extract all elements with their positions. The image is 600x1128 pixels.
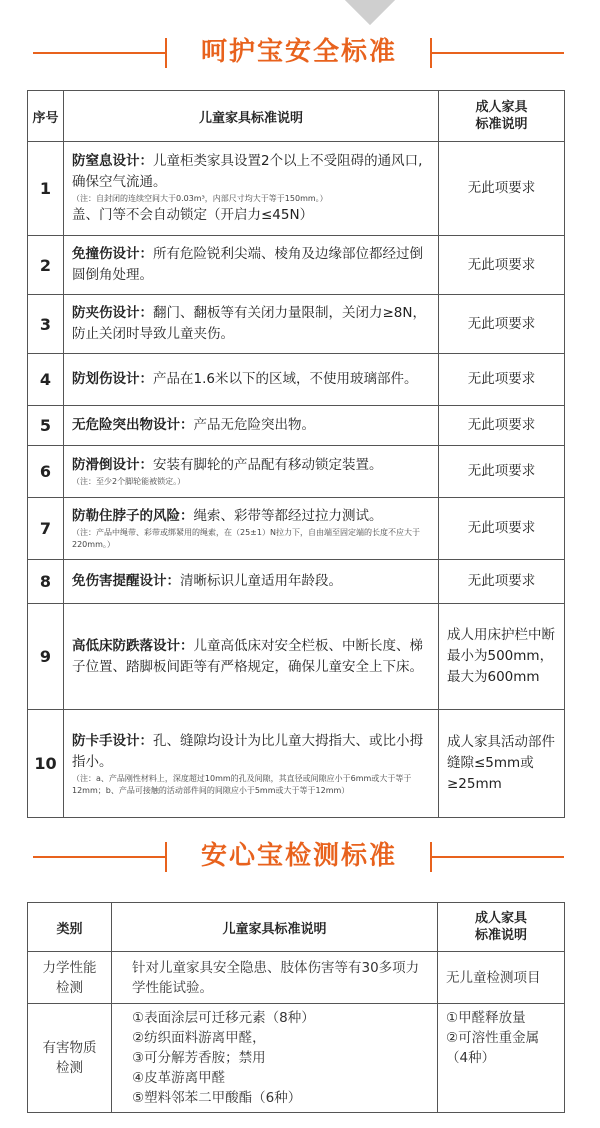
section-title-safety bbox=[0, 32, 600, 72]
row-text: 安装有脚轮的产品配有移动锁定装置。 bbox=[153, 457, 383, 473]
row-text: 绳索、彩带等都经过拉力测试。 bbox=[193, 508, 383, 524]
description-line: ②纺织面料游离甲醛， bbox=[132, 1030, 266, 1046]
header-adult: 成人家具 标准说明 bbox=[439, 91, 565, 142]
row-description bbox=[64, 710, 439, 818]
section-title-text: 安心宝检测标准 bbox=[200, 841, 397, 871]
row-adult-requirement: 无此项要求 bbox=[439, 406, 565, 446]
row-text: 孔、缝隙均设计为比儿童大拇指大、或比小拇指小。 bbox=[72, 732, 423, 770]
table-header-row bbox=[28, 903, 565, 952]
row-description bbox=[64, 498, 439, 560]
row-description bbox=[112, 1004, 438, 1113]
row-description bbox=[64, 236, 439, 295]
adult-line: ②可溶性重金属 bbox=[446, 1030, 540, 1046]
row-description bbox=[64, 142, 439, 236]
row-adult-requirement: 无此项要求 bbox=[439, 236, 565, 295]
header-adult: 成人家具 标准说明 bbox=[438, 903, 565, 952]
header-child: 儿童家具标准说明 bbox=[112, 903, 438, 952]
title-line-right bbox=[432, 52, 564, 54]
row-title: 免伤害提醒设计： bbox=[72, 573, 180, 589]
title-line-right bbox=[432, 856, 564, 858]
row-description bbox=[64, 560, 439, 604]
header-category: 类别 bbox=[28, 903, 112, 952]
row-text: 翻门、翻板等有关闭力量限制，关闭力≥8N，防止关闭时导致儿童夹伤。 bbox=[72, 305, 426, 342]
table-row bbox=[28, 354, 565, 406]
row-title: 防窒息设计： bbox=[72, 153, 153, 169]
description-line: ①表面涂层可迁移元素（8种） bbox=[132, 1010, 315, 1026]
row-title: 高低床防跌落设计： bbox=[72, 637, 194, 654]
title-line-left bbox=[33, 52, 165, 54]
row-note: （注：自封闭的连续空间大于0.03m³，内部尺寸均大于等于150mm。） bbox=[72, 194, 328, 203]
row-number: 10 bbox=[28, 710, 64, 818]
row-description bbox=[64, 604, 439, 710]
row-category: 有害物质 检测 bbox=[28, 1004, 112, 1113]
row-adult-requirement: 无此项要求 bbox=[439, 142, 565, 236]
row-number: 6 bbox=[28, 446, 64, 498]
description-line: 针对儿童家具安全隐患、肢体伤害等有30多项力学性能试验。 bbox=[132, 959, 420, 996]
row-text: 产品无危险突出物。 bbox=[193, 417, 315, 433]
adult-line: （4种） bbox=[446, 1050, 496, 1066]
row-note: （注：至少2个脚轮能被锁定。） bbox=[72, 477, 186, 486]
adult-line: 无儿童检测项目 bbox=[446, 969, 541, 986]
row-text: 儿童柜类家具设置2个以上不受阻碍的通风口,确保空气流通。 bbox=[72, 153, 423, 190]
row-adult-requirement: 无此项要求 bbox=[439, 498, 565, 560]
row-text: 儿童高低床对安全栏板、中断长度、梯子位置、踏脚板间距等有严格规定，确保儿童安全上下床。 bbox=[72, 637, 423, 675]
row-title: 防夹伤设计： bbox=[72, 305, 153, 321]
row-description bbox=[64, 354, 439, 406]
description-line: ③可分解芳香胺；禁用 bbox=[132, 1050, 266, 1066]
row-text-extra: 盖、门等不会自动锁定（开启力≤45N） bbox=[72, 207, 314, 223]
row-number: 4 bbox=[28, 354, 64, 406]
table-row bbox=[28, 236, 565, 295]
table-header-row bbox=[28, 91, 565, 142]
description-line: ⑤塑料邻苯二甲酸酯（6种） bbox=[132, 1090, 302, 1106]
top-chevron-decoration bbox=[339, 0, 401, 25]
row-number: 9 bbox=[28, 604, 64, 710]
title-tick-left bbox=[165, 842, 167, 872]
row-adult-requirement bbox=[438, 952, 565, 1004]
section-title-testing bbox=[0, 836, 600, 876]
row-text: 清晰标识儿童适用年龄段。 bbox=[180, 573, 342, 589]
safety-standard-table bbox=[27, 90, 565, 818]
row-adult-requirement: 无此项要求 bbox=[439, 560, 565, 604]
table-row bbox=[28, 406, 565, 446]
row-title: 防滑倒设计： bbox=[72, 457, 153, 473]
row-note: （注：产品中绳带、彩带或绑紧用的绳索，在（25±1）N拉力下，自由端至固定端的长度不应大于220mm。） bbox=[72, 528, 420, 549]
table-row bbox=[28, 1004, 565, 1113]
table-row bbox=[28, 952, 565, 1004]
section-title-text: 呵护宝安全标准 bbox=[200, 37, 397, 67]
row-category: 力学性能 检测 bbox=[28, 952, 112, 1004]
table-row bbox=[28, 710, 565, 818]
row-number: 8 bbox=[28, 560, 64, 604]
row-note: （注：a、产品刚性材料上，深度超过10mm的孔及间隙，其直径或间隙应小于6mm或大于等于12mm；b、产品可接触的活动部件间的间隙应小于5mm或大于等于12mm） bbox=[72, 773, 412, 795]
table-row bbox=[28, 560, 565, 604]
row-adult-requirement: 成人家具活动部件缝隙≤5mm或≥25mm bbox=[439, 710, 565, 818]
title-line-left bbox=[33, 856, 165, 858]
row-title: 防划伤设计： bbox=[72, 371, 153, 387]
table-row bbox=[28, 604, 565, 710]
row-adult-requirement: 无此项要求 bbox=[439, 295, 565, 354]
table-row bbox=[28, 498, 565, 560]
row-number: 2 bbox=[28, 236, 64, 295]
row-description bbox=[64, 446, 439, 498]
row-adult-requirement bbox=[438, 1004, 565, 1113]
row-adult-requirement: 无此项要求 bbox=[439, 354, 565, 406]
row-number: 1 bbox=[28, 142, 64, 236]
row-description bbox=[112, 952, 438, 1004]
description-line: ④皮革游离甲醛 bbox=[132, 1070, 226, 1086]
table-row bbox=[28, 142, 565, 236]
row-adult-requirement: 无此项要求 bbox=[439, 446, 565, 498]
row-number: 7 bbox=[28, 498, 64, 560]
adult-line: ①甲醛释放量 bbox=[446, 1010, 526, 1026]
row-description bbox=[64, 406, 439, 446]
row-number: 5 bbox=[28, 406, 64, 446]
header-no: 序号 bbox=[28, 91, 64, 142]
header-child: 儿童家具标准说明 bbox=[64, 91, 439, 142]
title-tick-left bbox=[165, 38, 167, 68]
row-title: 防卡手设计： bbox=[72, 732, 153, 749]
row-text: 产品在1.6米以下的区域，不使用玻璃部件。 bbox=[153, 371, 418, 387]
table-row bbox=[28, 295, 565, 354]
row-title: 防勒住脖子的风险： bbox=[72, 508, 194, 524]
row-title: 免撞伤设计： bbox=[72, 246, 153, 262]
row-adult-requirement: 成人用床护栏中断最小为500mm，最大为600mm bbox=[439, 604, 565, 710]
row-number: 3 bbox=[28, 295, 64, 354]
table-row bbox=[28, 446, 565, 498]
row-description bbox=[64, 295, 439, 354]
row-text: 所有危险锐利尖端、棱角及边缘部位都经过倒圆倒角处理。 bbox=[72, 246, 423, 283]
row-title: 无危险突出物设计： bbox=[72, 417, 194, 433]
testing-standard-table bbox=[27, 902, 565, 1113]
